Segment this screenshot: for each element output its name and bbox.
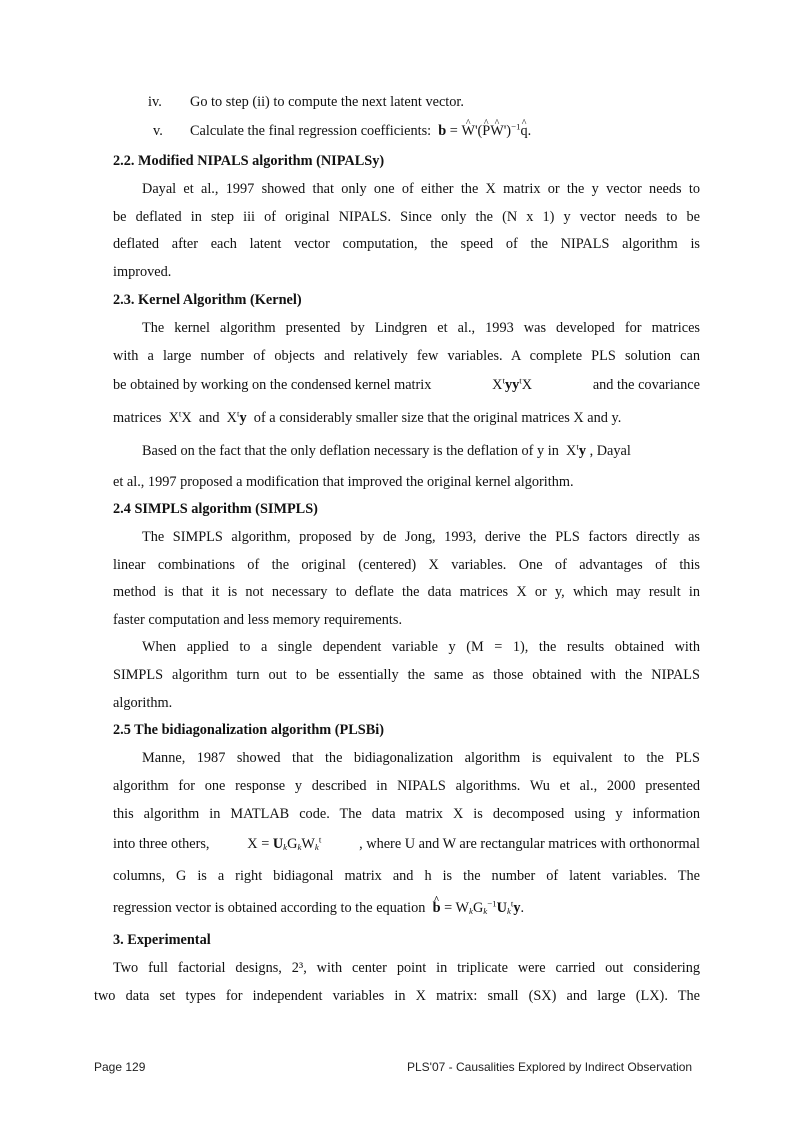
sec23-line-4-text-c: of a considerably smaller size that the original matrices X and y. [253,410,622,426]
sec22-line-3: deflated after each latent vector computation, the speed of the NIPALS algorithm is [113,236,700,252]
step-iv-text: Go to step (ii) to compute the next latent vector. [190,94,464,110]
sec23-line-1: The kernel algorithm presented by Lindgren et al., 1993 was developed for matrices [142,320,700,336]
equation-regression-vector: ^ $b = W_kG_k^{-1}U_k^ty$. [429,900,524,916]
step-v-number: v. [153,123,163,139]
sec23-para2-text-b: , Dayal [589,443,631,459]
equation-kernel-matrix: $X^tyy^tX$ [492,375,533,393]
sec24-para2-line-3: algorithm. [113,695,173,711]
equation-decomposition: $X = U_kG_kW_k^t$ [247,834,322,853]
sec23-line-3-text-b: and the covariance [592,377,700,393]
sec3-line-1: Two full factorial designs, 2³, with center point in triplicate were carried out considering [113,960,700,976]
sec23-para2-text-a: Based on the fact that the only deflation necessary is the deflation of y in [142,443,559,459]
sec25-line-5: columns, G is a right bidiagonal matrix and h is the number of latent variables. The [113,868,700,884]
section-heading-2-4: 2.4 SIMPLS algorithm (SIMPLS) [113,501,318,517]
footer-page-number: Page 129 [94,1060,146,1074]
sec23-line-3-text-a: be obtained by working on the condensed kernel matrix [113,377,432,393]
step-v-text: Calculate the final regression coefficients: [190,123,432,139]
sec23-line-2: with a large number of objects and relatively few variables. A complete PLS solution can [113,348,700,364]
section-heading-2-3: 2.3. Kernel Algorithm (Kernel) [113,292,302,308]
sec24-line-2: linear combinations of the original (centered) X variables. One of advantages of this [113,557,700,573]
sec25-line-3: this algorithm in MATLAB code. The data matrix X is decomposed using y information [113,806,700,822]
sec25-line-1: Manne, 1987 showed that the bidiagonalization algorithm is equivalent to the PLS [142,750,700,766]
sec22-line-4: improved. [113,264,172,280]
section-heading-2-5: 2.5 The bidiagonalization algorithm (PLSBi) [113,722,385,738]
sec23-para2-line-1 [142,443,631,460]
sec25-line-6 [113,900,524,917]
section-heading-3: 3. Experimental [113,932,211,948]
equation-regression-coefficients: b = ^ W'(^ P^ W')$^{-1}$^ q. [435,123,532,139]
sec24-line-3: method is that it is not necessary to deflate the data matrices X or y, which may result in [113,584,700,600]
equation-xtx: $X^tX$ [165,408,196,426]
sec24-line-4: faster computation and less memory requirements. [113,612,403,628]
equation-xty-deflation: $X^ty$ [562,441,586,459]
sec23-line-4-text-b: and [198,410,220,426]
step-iv-number: iv. [148,94,162,110]
footer-conference-title: PLS'07 - Causalities Explored by Indirect Observation [407,1060,693,1074]
sec23-line-4 [113,410,621,427]
equation-xty: $X^ty$ [223,408,247,426]
sec23-line-3 [113,377,700,394]
sec25-line-4 [113,836,700,853]
step-v-text-row [190,123,531,140]
sec22-line-2: be deflated in step iii of original NIPALS. Since only the (N x 1) y vector needs to be [113,209,700,225]
sec24-para2-line-1: When applied to a single dependent variable y (M = 1), the results obtained with [142,639,700,655]
sec25-line-6-text: regression vector is obtained according to the equation [113,900,426,916]
section-heading-2-2: 2.2. Modified NIPALS algorithm (NIPALSy) [113,153,385,169]
sec23-para2-line-2: et al., 1997 proposed a modification that improved the original kernel algorithm. [113,474,574,490]
sec22-line-1: Dayal et al., 1997 showed that only one of either the X matrix or the y vector needs to [142,181,700,197]
sec24-line-1: The SIMPLS algorithm, proposed by de Jong, 1993, derive the PLS factors directly as [142,529,700,545]
sec3-line-2: two data set types for independent variables in X matrix: small (SX) and large (LX). The [94,988,700,1004]
sec25-line-4-text-b: , where U and W are rectangular matrices with orthonormal [359,836,700,852]
sec23-line-4-text-a: matrices [113,410,162,426]
sec25-line-2: algorithm for one response y described in NIPALS algorithms. Wu et al., 2000 presented [113,778,700,794]
sec24-para2-line-2: SIMPLS algorithm turn out to be essentially the same as those obtained with the NIPALS [113,667,700,683]
sec25-line-4-text-a: into three others, [113,836,210,852]
